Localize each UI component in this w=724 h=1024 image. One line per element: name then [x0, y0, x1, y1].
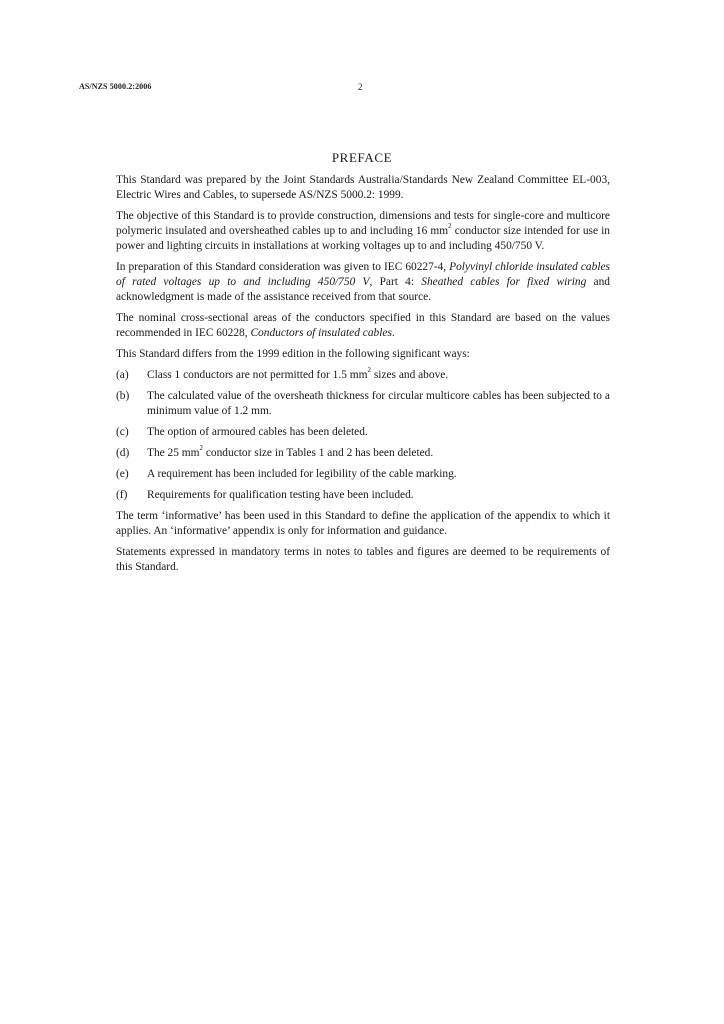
list-item-text: The 25 $mm^2$ conductor size in Tables 1 and 2 has been deleted.: [147, 444, 434, 459]
list-item-label: (e): [116, 468, 129, 480]
paragraph-informative: The term ‘informative’ has been used in this Standard to define the application of the appendix to which it applies. An ‘informative’ appendix is only for information and guidance.: [116, 510, 610, 537]
list-item-label: (d): [116, 447, 130, 459]
list-item-text: The calculated value of the oversheath thickness for circular multicore cables has been subjected to a minimum value of 1.2 mm.: [147, 390, 610, 417]
paragraph-mandatory: Statements expressed in mandatory terms in notes to tables and figures are deemed to be requirements of this Standard.: [116, 546, 610, 573]
list-item: [116, 467, 610, 482]
list-item: [116, 425, 610, 440]
paragraph-conductor-areas: The nominal cross-sectional areas of the conductors specified in this Standard are based on the values recommended in IEC 60228, Conductors of insulated cables.: [116, 312, 610, 339]
list-item: [116, 446, 610, 461]
list-item-label: (f): [116, 489, 128, 501]
list-item-label: (a): [116, 369, 129, 381]
paragraph-objective: The objective of this Standard is to provide construction, dimensions and tests for single-core and multicore polymeric insulated and oversheathed cables up to and including 16 $mm^2$ conductor size intended for use in power and lighting circuits in installations at working voltages up to and including 450/750 V.: [116, 210, 610, 252]
paragraph-committee: This Standard was prepared by the Joint Standards Australia/Standards New Zealand Committee EL-003, Electric Wires and Cables, to supersede AS/NZS 5000.2: 1999.: [116, 174, 610, 201]
list-item-label: (c): [116, 426, 129, 438]
list-item: [116, 389, 610, 419]
list-item: [116, 368, 610, 383]
list-item-text: A requirement has been included for legibility of the cable marking.: [147, 468, 457, 480]
list-item-label: (b): [116, 390, 130, 402]
preface-body: [116, 173, 610, 581]
paragraph-preparation: In preparation of this Standard consideration was given to IEC 60227-4, Polyvinyl chloride insulated cables of rated voltages up to and including 450/750 V, Part 4: Sheathed cables for fixed wiring and acknowledgment is made of the assistance received from that source.: [116, 261, 610, 303]
list-item: [116, 488, 610, 503]
list-item-text: The option of armoured cables has been deleted.: [147, 426, 368, 438]
list-item-text: Requirements for qualification testing have been included.: [147, 489, 414, 501]
paragraph-differences-intro: This Standard differs from the 1999 edition in the following significant ways:: [116, 348, 470, 360]
page-title: PREFACE: [331, 150, 393, 165]
standard-number-header: AS/NZS 5000.2:2006: [79, 82, 152, 91]
list-item-text: Class 1 conductors are not permitted for 1.5 $mm^2$ sizes and above.: [147, 366, 449, 381]
page-number: 2: [358, 82, 363, 92]
